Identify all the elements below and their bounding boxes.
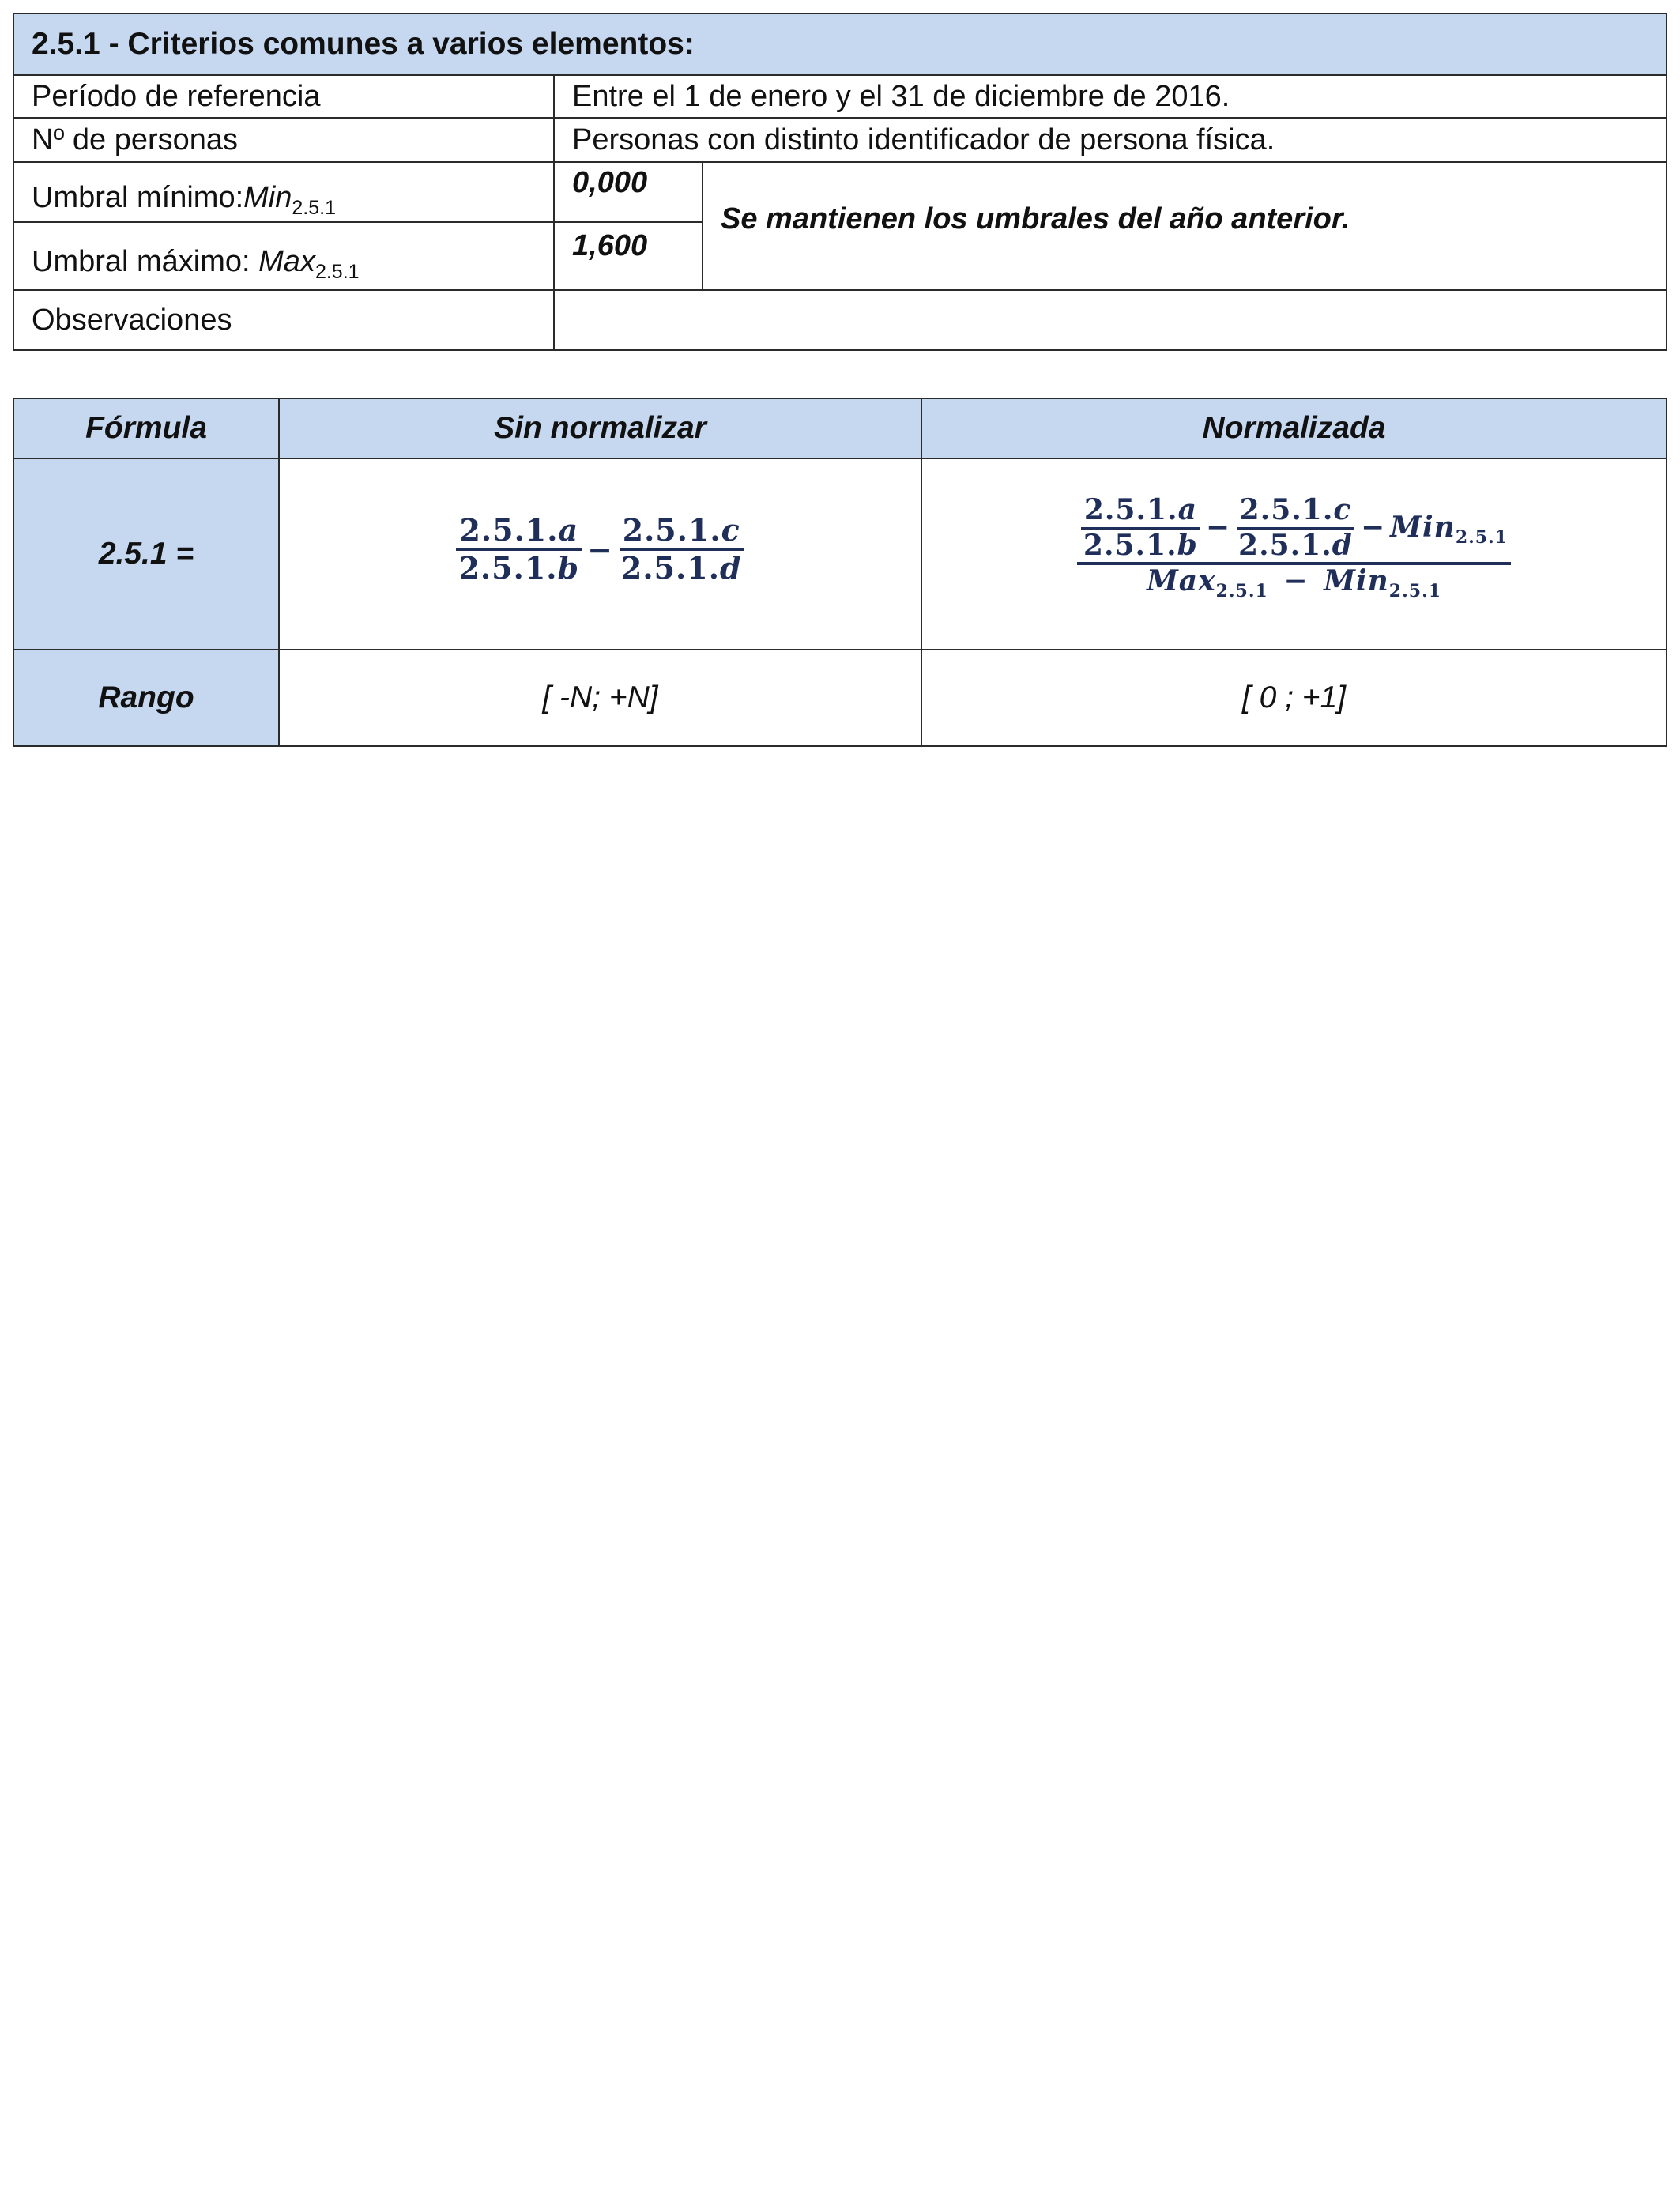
max-term: Max [1146, 564, 1216, 598]
minus-operator: − [587, 531, 613, 567]
formula-unnormalized [279, 458, 921, 650]
min-symbol: Min [243, 180, 292, 214]
range-normalized: [ 0 ; +1] [921, 650, 1667, 746]
range-row-label: Rango [13, 650, 279, 746]
header-sin-normalizar: Sin normalizar [279, 398, 921, 458]
formula-row-label: 2.5.1 = [13, 458, 279, 650]
personas-value: Personas con distinto identificador de persona física. [554, 118, 1667, 162]
header-formula: Fórmula [13, 398, 279, 458]
umbral-note: Se mantienen los umbrales del año anterior. [703, 162, 1667, 290]
umbral-min-value: 0,000 [554, 162, 703, 222]
fraction-c-d: $\frac{2.5.1.c}{2.5.1.d}$ [1235, 496, 1356, 561]
umbral-max-label: Umbral máximo: Max$_{2.5.1}$ [13, 222, 554, 290]
max-subscript: 2.5.1 [315, 260, 360, 283]
max-symbol: Max [258, 244, 315, 278]
min-subscript: 2.5.1 [292, 196, 336, 219]
observaciones-value [554, 290, 1667, 350]
range-unnormalized: [ -N; +N] [279, 650, 921, 746]
fraction-a-b: $\frac{2.5.1.a}{2.5.1.b}$ [455, 515, 582, 584]
min-term: Min [1390, 511, 1456, 545]
normalized-outer-fraction: $\frac{2.5.1.a}{2.5.1.b}$ − $\frac{2.5.1.c}{2.5.1.d}$ − Min$_{2.5.1}$ Max$_{2.5.1}$ − Min$_{2.5.1}$ [1077, 496, 1511, 597]
personas-label: Nº de personas [13, 118, 554, 162]
observaciones-label: Observaciones [13, 290, 554, 350]
umbral-min-label: Umbral mínimo:Min$_{2.5.1}$ [13, 162, 554, 222]
criteria-title: 2.5.1 - Criterios comunes a varios elementos: [13, 13, 1667, 75]
umbral-max-value: 1,600 [554, 222, 703, 290]
header-normalizada: Normalizada [921, 398, 1667, 458]
fraction-a-b: $\frac{2.5.1.a}{2.5.1.b}$ [1080, 496, 1201, 561]
fraction-c-d: $\frac{2.5.1.c}{2.5.1.d}$ [618, 515, 745, 584]
criteria-table [13, 13, 1667, 351]
periodo-label: Período de referencia [13, 75, 554, 118]
formula-table [13, 398, 1667, 747]
periodo-value: Entre el 1 de enero y el 31 de diciembre de 2016. [554, 75, 1667, 118]
formula-normalized [921, 458, 1667, 650]
